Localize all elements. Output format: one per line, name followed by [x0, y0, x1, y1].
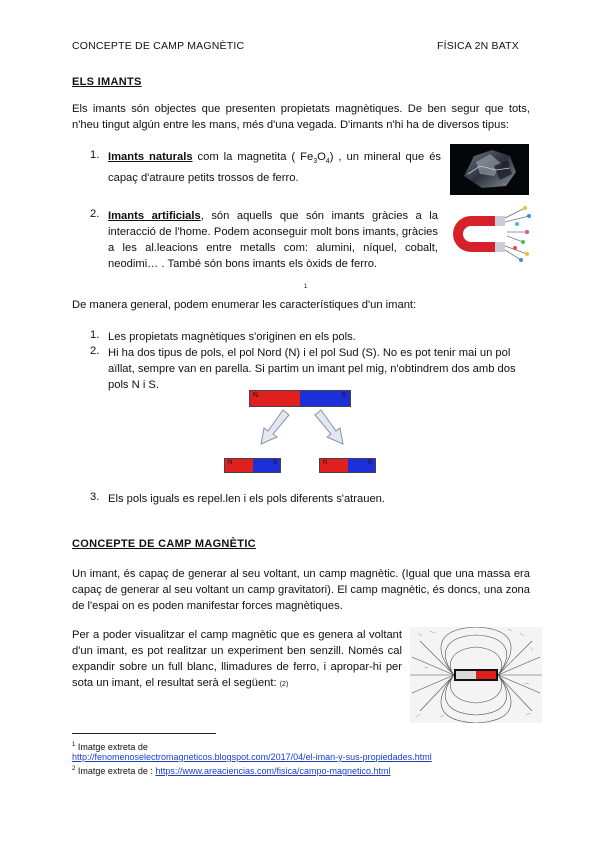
- split-arrows: [255, 408, 355, 448]
- footnote-marker-2: (2): [279, 681, 289, 688]
- half-magnet-left-north: N: [225, 459, 253, 472]
- char-3-number: 3.: [90, 491, 100, 503]
- header-left: CONCEPTE DE CAMP MAGNÈTIC: [72, 40, 245, 52]
- footnote-1-label: $^1$ Imatge extreta de: [72, 742, 148, 752]
- char-2-text: Hi ha dos tipus de pols, el pol Nord (N) i el pol Sud (S). No es pot tenir mai un pol aïllat, sempre van en parella. Si partim un imant pel mig, n'obtindrem dos amb dos pols N i S.: [108, 347, 516, 391]
- footnote-2-link[interactable]: https://www.areaciencias.com/fisica/campo-magnetico.html: [155, 766, 391, 776]
- camp-paragraph-2: Per a poder visualitzar el camp magnètic que es genera al voltant d'un imant, es pot realitzar un experiment ben senzill. Només cal expandir sobre un full blanc, llimadures de ferro, i apropar-hi per sota un imant, el resultat serà el següent: (2): [72, 629, 402, 689]
- section-title-imants: ELS IMANTS: [72, 76, 142, 88]
- type-1-text: Imants naturals com la magnetita ( $Fe_3O_4$) , un mineral que és capaç d'atraure petits trossos de ferro.: [108, 151, 442, 185]
- type-2-term: Imants artificials: [108, 210, 201, 222]
- half-magnet-right-south: S: [348, 459, 376, 472]
- arrow-right-icon: [315, 410, 343, 444]
- intro-paragraph: Els imants són objectes que presenten propietats magnètiques. De ben segur que tots, n'heu tingut algún entre les mans, més d'una vegada. D'imants n'hi ha de diversos tipus:: [72, 103, 530, 131]
- iron-filings-image: [410, 627, 542, 723]
- camp-paragraph-1: Un imant, és capaç de generar al seu voltant, un camp magnètic. (Igual que una massa era capaç de generar al seu voltant un camp gravitatori). El camp magnètic, és doncs, una zona de l'espai on es poden manifestar forces magnètiques.: [72, 568, 530, 612]
- full-magnet: [249, 390, 351, 407]
- char-1-number: 1.: [90, 329, 100, 341]
- full-magnet-north: N: [250, 391, 300, 406]
- magnetite-image: [450, 144, 529, 195]
- type-1-term: Imants naturals: [108, 151, 193, 163]
- section-title-camp: CONCEPTE DE CAMP MAGNÈTIC: [72, 538, 256, 550]
- type-1-number: 1.: [90, 149, 100, 161]
- char-2-number: 2.: [90, 345, 100, 357]
- half-magnet-left: [224, 458, 281, 473]
- footnote-1-link[interactable]: http://fenomenoselectromagneticos.blogspot.com/2017/04/el-iman-y-sus-propiedades.html: [72, 752, 432, 762]
- full-magnet-south: S: [300, 391, 350, 406]
- footnote-1-link-wrap: [72, 752, 432, 763]
- type-2-number: 2.: [90, 208, 100, 220]
- footnote-marker-1: 1: [304, 284, 308, 290]
- char-3-text: Els pols iguals es repel.len i els pols diferents s'atrauen.: [108, 493, 385, 505]
- general-paragraph: De manera general, podem enumerar les característiques d'un imant:: [72, 299, 417, 311]
- header-right: FÍSICA 2N BATX: [437, 40, 519, 52]
- half-magnet-left-south: S: [253, 459, 281, 472]
- char-1-text: Les propietats magnètiques s'originen en els pols.: [108, 331, 356, 343]
- half-magnet-right: [319, 458, 376, 473]
- footnote-2: $^2$ Imatge extreta de : https://www.areaciencias.com/fisica/campo-magnetico.html: [72, 766, 391, 776]
- footnote-divider: [72, 733, 216, 734]
- arrow-left-icon: [261, 410, 289, 444]
- type-2-text: Imants artificials, són aquells que són imants gràcies a la interacció de l'home. Podem aconseguir molt bons imants, gràcies a les al.leacions entre metalls com: alumini, níquel, cobalt, neodimi… . També són bons imants els òxids de ferro.: [108, 210, 438, 270]
- half-magnet-right-north: N: [320, 459, 348, 472]
- horseshoe-magnet-image: [451, 204, 531, 262]
